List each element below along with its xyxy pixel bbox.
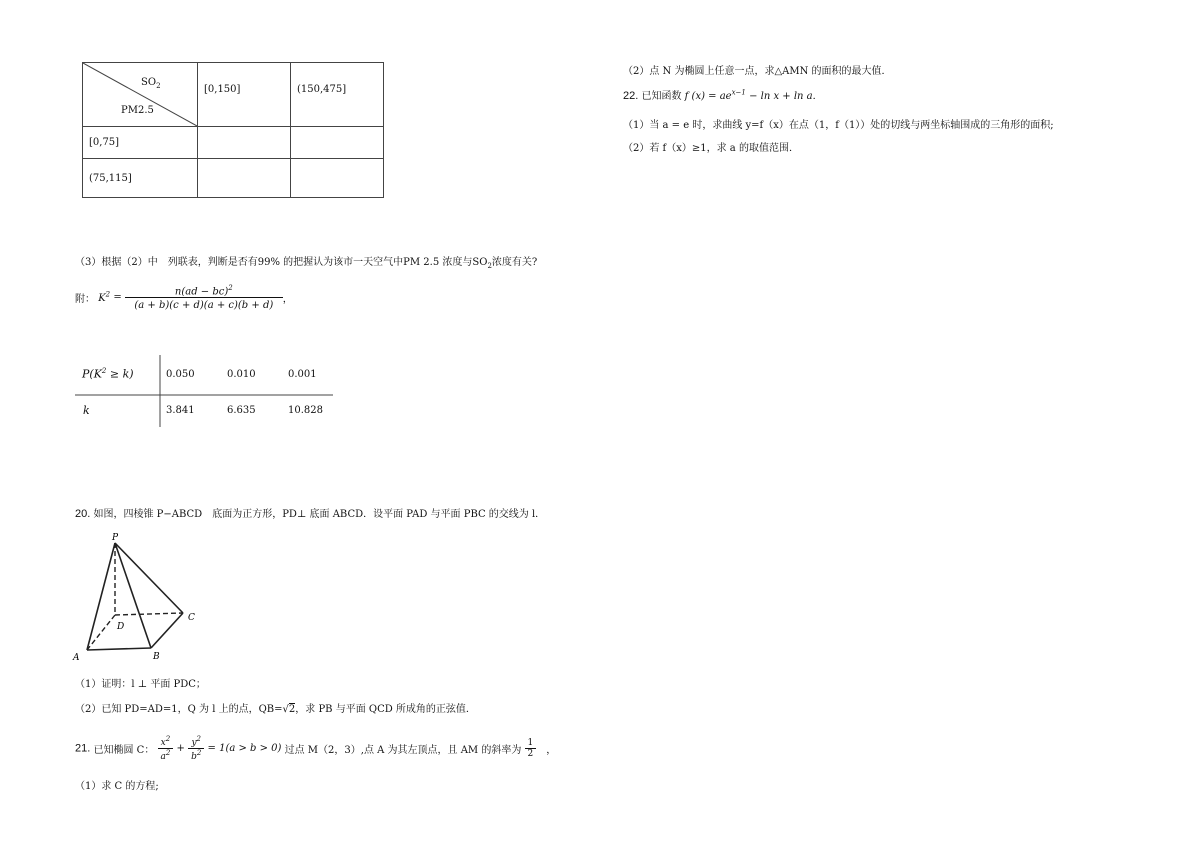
formula-fraction: $\frac{n(ad - bc)^2}{(a + b)(c + d)(a + c)(b + d)}$ [125,284,283,311]
chi-square-formula: 附： $K^2$ = $\frac{n(ad - bc)^2}{(a + b)(c + d)(a + c)(b + d)}$ ， [75,284,293,312]
q21-part2: （2）点 N 为椭圆上任意一点，求△AMN 的面积的最大值． [623,66,892,77]
q22-stem: 22. 已知函数 f $(x) = ae^{x-1} - \ln x + \ln a$． [623,88,823,102]
table-header-value: 0.010 [227,369,256,380]
vertex-label-b: B [153,652,160,662]
table-header-label: $P(K^2 \ge k)$ [82,367,134,381]
q22-part1: （1）当 a = e 时，求曲线 y=f（x）在点（1，f（1））处的切线与两坐标轴围成的三角形的面积; [623,120,1054,131]
x-fraction: $\frac{x^2}{a^2}$ [158,735,174,762]
pyramid-figure [70,530,205,665]
table-row-value: 6.635 [227,405,256,416]
table-cell [198,127,291,159]
q19-part3: （3）根据（2）中 列联表，判断是否有99% 的把握认为该市一天空气中PM 2.5 浓度与$SO_2$浓度有关? [75,257,538,270]
q21-part1: （1）求 C 的方程; [75,781,159,792]
q21-stem: 21. 已知椭圆 C： $\frac{x^2}{a^2}$ + $\frac{y^2}{b^2}$ = 1(a > b > 0) 过点 M（2，3）,点 A 为其左顶点，且 AM 的斜率为 $\frac{1}{2}$ ， [75,735,557,762]
q20-part2: （2）已知 PD=AD=1，Q 为 l 上的点，QB=√2，求 PB 与平面 QCD 所成角的正弦值． [75,704,476,715]
vertex-label-a: A [73,653,80,663]
table-cell [198,159,291,198]
table-header-value: 0.001 [288,369,317,380]
vertex-label-c: C [188,613,195,623]
q20-stem: 20. 如图，四棱锥 P−ABCD 底面为正方形，PD⊥ 底面 ABCD．设平面 PAD 与平面 PBC 的交线为 l． [75,508,546,520]
col-header-2: (150,475] [291,63,384,127]
table-row-label: k [83,404,90,417]
q22-part2: （2）若 f（x）≥1，求 a 的取值范围． [623,143,799,154]
critical-value-table [75,355,333,427]
table-header-value: 0.050 [166,369,195,380]
row-header-2: (75,115] [83,159,198,198]
diagonal-header-cell [83,63,198,127]
table-cell [291,159,384,198]
y-fraction: $\frac{y^2}{b^2}$ [188,735,204,762]
q20-part1: （1）证明：l ⊥ 平面 PDC； [75,679,206,690]
table-row-value: 3.841 [166,405,195,416]
table-row-value: 10.828 [288,405,323,416]
diagonal-line [83,63,197,126]
row-header-1: [0,75] [83,127,198,159]
slope-fraction: $\frac{1}{2}$ [525,738,537,759]
col-header-1: [0,150] [198,63,291,127]
table-lines [75,355,333,427]
so2-header: $SO_2$ [141,77,161,90]
vertex-label-p: P [112,533,119,543]
contingency-table [82,62,384,198]
vertex-label-d: D [117,622,125,632]
pm25-header: PM2.5 [121,105,154,116]
table-cell [291,127,384,159]
sqrt-symbol: √2 [282,704,296,715]
